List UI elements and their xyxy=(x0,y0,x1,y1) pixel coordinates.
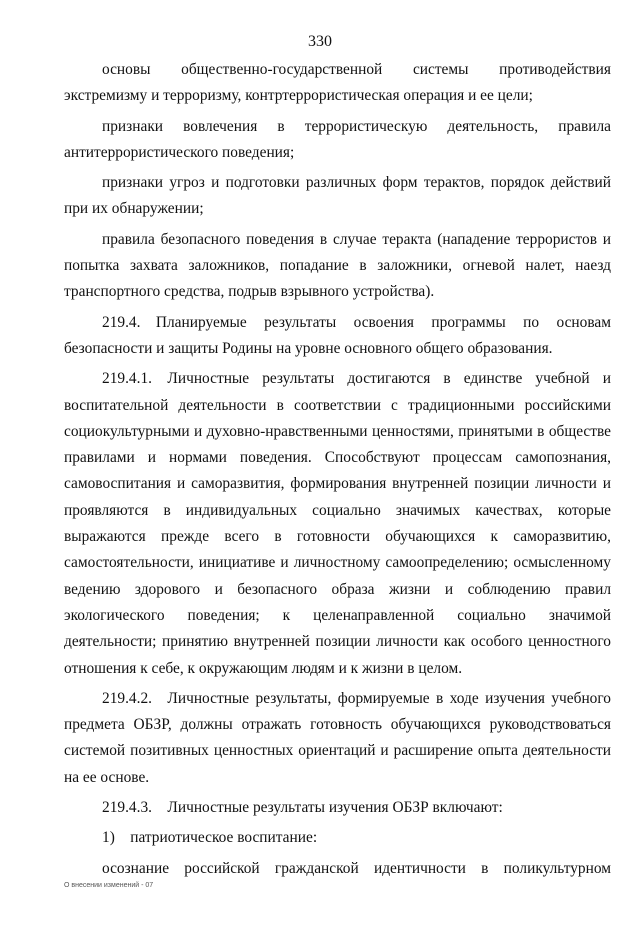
paragraph: правила безопасного поведения в случае теракта (нападение террористов и попытка захвата заложников, попадание в заложники, огневой налет, наезд транспортного средства, подрыв взрывного устройства). xyxy=(64,230,611,301)
paragraph: 1) патриотическое воспитание: xyxy=(102,829,318,847)
paragraph: осознание российской гражданской идентичности в поликультурном xyxy=(102,859,611,877)
paragraph: 219.4. Планируемые результаты освоения программы по основам безопасности и защиты Родины на уровне основного общего образования. xyxy=(64,313,611,357)
document-body xyxy=(64,57,611,882)
page-number: 330 xyxy=(308,33,332,50)
paragraph: основы общественно-государственной системы противодействия экстремизму и терроризму, контртеррористическая операция и ее цели; xyxy=(64,61,611,105)
paragraph: 219.4.2. Личностные результаты, формируемые в ходе изучения учебного предмета ОБЗР, должны отражать готовность обучающихся руководствоваться системой позитивных ценностных ориентаций и расширение опыта деятельности на ее основе. xyxy=(64,689,611,786)
paragraph: признаки угроз и подготовки различных форм терактов, порядок действий при их обнаружении; xyxy=(64,174,611,218)
paragraph: 219.4.3. Личностные результаты изучения ОБЗР включают: xyxy=(102,799,503,817)
paragraph: признаки вовлечения в террористическую деятельность, правила антитеррористического поведения; xyxy=(64,117,611,161)
paragraph: 219.4.1. Личностные результаты достигаются в единстве учебной и воспитательной деятельности в соответствии с традиционными российскими социокультурными и духовно-нравственными ценностями, принятыми в обществе правилами и нормами поведения. Способствуют процессам самопознания, самовоспитания и саморазвития, формирования внутренней позиции личности и проявляются в индивидуальных социально значимых качествах, которые выражаются прежде всего в готовности обучающихся к саморазвитию, самостоятельности, инициативе и личностному самоопределению; осмысленному ведению здорового и безопасного образа жизни и соблюдению правил экологического поведения; к целенаправленной социально значимой деятельности; принятию внутренней позиции личности как особого ценностного отношения к себе, к окружающим людям и к жизни в целом. xyxy=(64,370,611,677)
footer-note: О внесении изменений - 07 xyxy=(64,882,154,889)
